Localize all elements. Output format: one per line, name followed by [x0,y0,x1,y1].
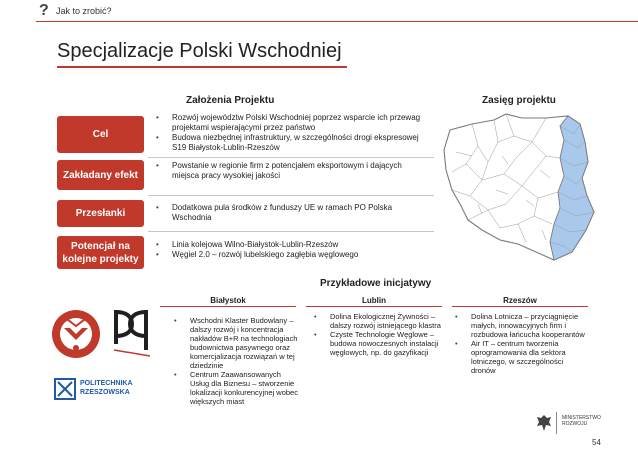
scope-heading: Zasięg projektu [482,95,556,106]
politechnika-bialostocka-logo [106,306,158,362]
row-text-effect [156,161,424,181]
list-item: • Budowa niezbędnej infrastruktury, w szczególności drogi ekspresowej S19 Białystok-Lublin-Rzeszów [156,133,424,153]
ministry-line1: MINISTERSTWO [562,415,601,421]
bialystok-initiatives [174,316,298,406]
list-item: • Wschodni Klaster Budowlany – dalszy rozwój i koncentracja nakładów B+R na technologiach budownictwa pasywnego oraz komercjalizacja rozwiązań w tej dziedzinie [174,316,298,370]
logo-text-line1: POLITECHNIKA [80,380,133,387]
initiatives-heading: Przykładowe inicjatywy [320,278,432,289]
row-label-effect [57,160,144,190]
row-divider [148,231,434,232]
row-label-premises [57,200,144,227]
list-item: • Dolina Ekologicznej Żywności – dalszy rozwój istniejącego klastra [314,312,448,330]
row-text-cel [156,113,424,153]
column-divider-bialystok [160,306,296,307]
page-number: 54 [592,438,601,447]
column-heading-rzeszow: Rzeszów [503,296,537,305]
ministry-separator [556,412,557,434]
row-text-potential [156,240,424,260]
column-heading-bialystok: Białystok [210,296,246,305]
list-item: • Linia kolejowa Wilno-Białystok-Lublin-Rzeszów [156,240,424,250]
list-item: • Dodatkowa pula środków z funduszy UE w ramach PO Polska Wschodnia [156,203,424,223]
top-divider [36,21,638,22]
row-label-cel [57,116,144,153]
row-divider [148,157,434,158]
list-item: • Air IT – centrum tworzenia oprogramowania dla sektora lotniczego, w szczególności dronów [455,339,589,375]
row-label-text: Cel [92,129,109,140]
row-label-text: Zakładany efekt [62,169,139,181]
politechnika-rzeszowska-logo [54,376,154,408]
logo-text-line2: RZESZOWSKA [80,389,130,396]
column-heading-lublin: Lublin [362,296,386,305]
assumptions-heading: Założenia Projektu [186,95,275,106]
question-mark-icon: ? [39,2,49,19]
row-label-line: Potencjał na [71,240,130,252]
column-divider-rzeszow [452,306,588,307]
list-item: • Rozwój województw Polski Wschodniej poprzez wsparcie ich przewag projektami wspierającymi przez państwo [156,113,424,133]
ministry-line2: ROZWOJU [562,421,588,427]
row-text-premises [156,203,424,223]
row-label-text: Przesłanki [75,208,126,219]
poland-map [442,112,606,264]
row-label-potential [57,236,144,269]
polish-eagle-icon [536,414,552,432]
top-bar [0,0,638,22]
ministry-name [562,415,601,427]
section-crumb: Jak to zrobić? [56,6,112,16]
list-item: • Węgiel 2.0 – rozwój lubelskiego zagłębia węglowego [156,250,424,260]
list-item: • Czyste Technologie Węglowe – budowa nowoczesnych instalacji węglowych, np. do gazyfikacji [314,330,448,357]
column-divider-lublin [306,306,442,307]
title-underline [57,66,347,68]
rzeszow-initiatives [455,312,589,375]
list-item: • Powstanie w regionie firm z potencjałem eksportowym i dających miejsca pracy wysokiej jakości [156,161,424,181]
row-label-line: kolejne projekty [62,253,139,265]
row-divider [148,195,434,196]
list-item: • Dolina Lotnicza – przyciągnięcie małych, innowacyjnych firm i rozbudowa łańcucha kooperantów [455,312,589,339]
politechnika-rzeszowska-mark-icon [54,378,76,400]
university-emblem-logo [50,306,102,362]
page-title: Specjalizacje Polski Wschodniej [57,40,342,62]
lublin-initiatives [314,312,448,357]
list-item: • Centrum Zaawansowanych Usług dla Biznesu – stworzenie lokalizacji konkurencyjnej wobec większych miast [174,370,298,406]
